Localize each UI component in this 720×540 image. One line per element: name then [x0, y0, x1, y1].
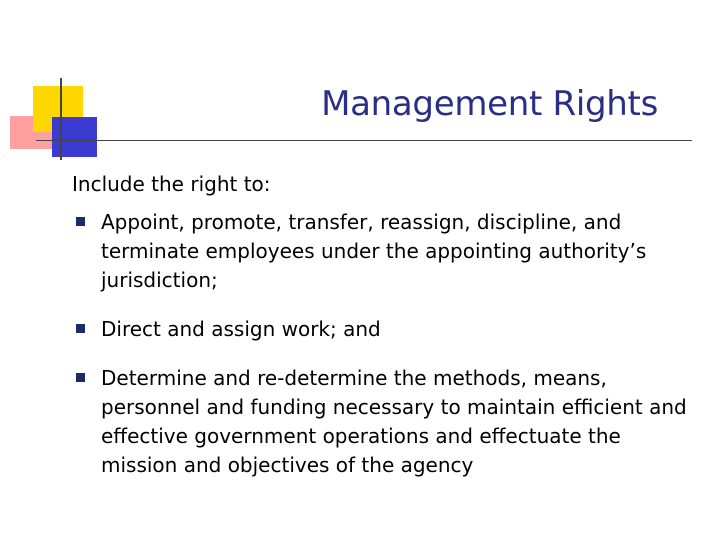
- slide-title: Management Rights: [321, 84, 658, 124]
- bullet-item: [72, 364, 692, 480]
- bullet-list: [72, 208, 692, 480]
- square-bullet-icon: [76, 217, 85, 226]
- decorative-blue-square: [52, 117, 97, 157]
- decorative-vertical-line: [60, 78, 62, 160]
- bullet-text: Determine and re-determine the methods, means, personnel and funding necessary to maintain efficient and effective government operations and effectuate the mission and objectives of the agency: [101, 366, 687, 477]
- title-divider-line: [36, 140, 692, 141]
- bullet-text: Direct and assign work; and: [101, 317, 381, 341]
- intro-text: Include the right to:: [72, 172, 271, 196]
- bullet-text: Appoint, promote, transfer, reassign, discipline, and terminate employees under the appointing authority’s jurisdiction;: [101, 210, 647, 292]
- square-bullet-icon: [76, 373, 85, 382]
- bullet-item: [72, 315, 692, 344]
- square-bullet-icon: [76, 324, 85, 333]
- bullet-item: [72, 208, 692, 295]
